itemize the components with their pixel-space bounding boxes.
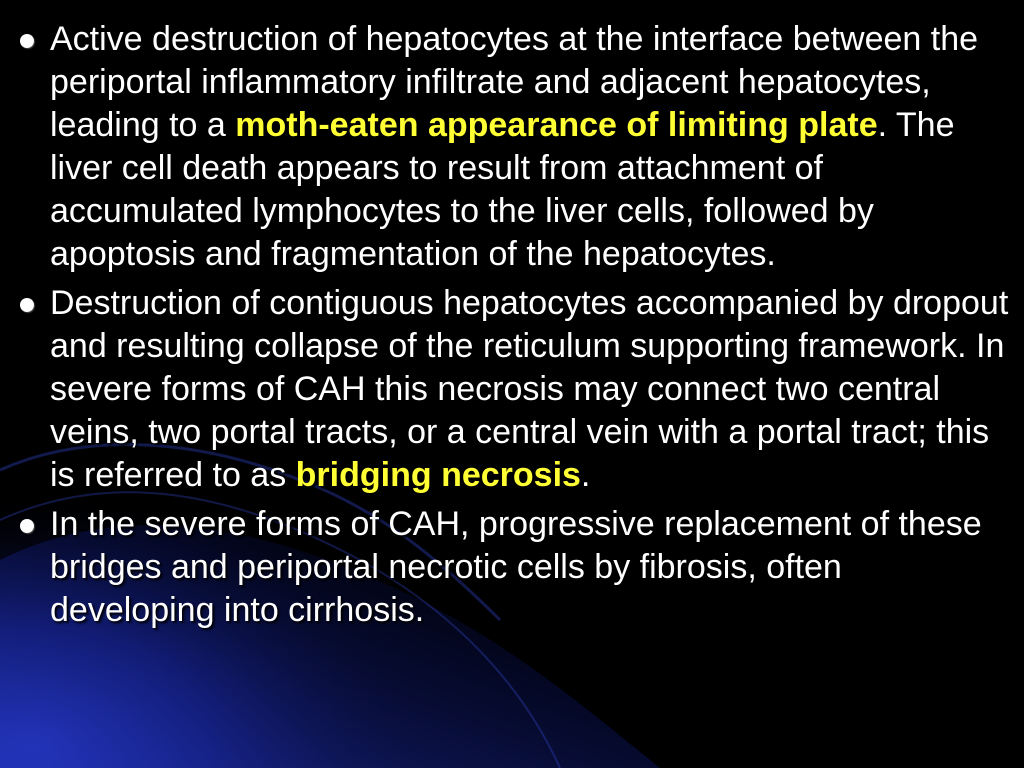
bullet-item — [10, 282, 1010, 497]
bullet-list — [10, 18, 1010, 638]
highlighted-term: bridging necrosis — [295, 456, 581, 494]
bullet-icon — [20, 298, 34, 312]
bullet-text: In the severe forms of CAH, progressive replacement of these bridges and periportal necrotic cells by fibrosis, often developing into cirrhosis. — [50, 505, 982, 629]
bullet-icon — [20, 34, 34, 48]
bullet-item — [10, 503, 1010, 632]
bullet-item — [10, 18, 1010, 276]
bullet-text: Destruction of contiguous hepatocytes accompanied by dropout and resulting collapse of the reticulum supporting framework. In severe forms of CAH this necrosis may connect two central veins, two portal tracts, or a central vein with a portal tract; this is referred to as bridging necrosis. — [50, 284, 1009, 494]
bullet-icon — [20, 519, 34, 533]
highlighted-term: moth-eaten appearance of limiting plate — [235, 106, 878, 144]
bullet-text: Active destruction of hepatocytes at the interface between the periportal inflammatory infiltrate and adjacent hepatocytes, leading to a moth-eaten appearance of limiting plate. The liver cell death appears to result from attachment of accumulated lymphocytes to the liver cells, followed by apoptosis and fragmentation of the hepatocytes. — [50, 20, 979, 273]
